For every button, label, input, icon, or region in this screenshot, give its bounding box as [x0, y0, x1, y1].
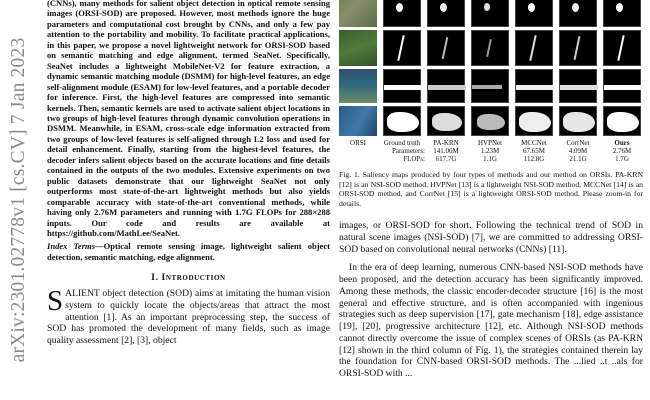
pa-krn-map	[427, 106, 465, 136]
right-body-text	[339, 220, 643, 380]
column-label-ground-truth: Ground truth	[383, 139, 421, 147]
column-label-hvpnet: HVPNet	[477, 139, 503, 147]
parameters-pa-krn: 141.06M	[433, 147, 459, 155]
column-label-ours: Ours	[614, 139, 630, 147]
hvpnet-map	[471, 69, 509, 103]
hvpnet-map	[471, 0, 509, 27]
dropcap-letter: S	[47, 285, 64, 318]
ours-map	[603, 0, 641, 27]
figure-1	[339, 0, 643, 214]
pa-krn-map	[427, 69, 465, 103]
orsi-image	[339, 69, 377, 103]
body-paragraph: images, or ORSI-SOD for short. Following the technical trend of SOD in natural scene images (NSI-SOD) [7], we are committed to addressing ORSI-SOD based on convolutional neural networks (CNNs) [11].	[339, 220, 643, 255]
abstract-text: (CNNs), many methods for salient object detection in optical remote sensing images (ORSI-SOD) are proposed. However, most methods ignore the huge parameters and computational cost brought by CNNs, and only a few pay attention to the portability and mobility. To facilitate practical applications, in this paper, we propose a novel lightweight network for ORSI-SOD based on semantic matching and edge alignment, termed SeaNet. Specifically, SeaNet includes a lightweight MobileNet-V2 for feature extraction, a dynamic semantic matching module (DSMM) for high-level features, an edge self-alignment module (ESAM) for low-level features, and a portable decoder for inference. First, the high-level features are compressed into semantic kernels. Then, semantic kernels are used to activate salient object locations in two groups of high-level features through dynamic convolution operations in DSMM. Meanwhile, in ESAM, cross-scale edge information extracted from two groups of low-level features is self-aligned through L2 loss and used for detail enhancement. Finally, starting from the highest-level features, the decoder infers salient objects based on the accurate locations and fine details contained in the outputs of the two modules. Extensive experiments on two public datasets demonstrate that our lightweight SeaNet not only outperforms most state-of-the-art lightweight methods but also yields comparable accuracy with state-of-the-art conventional methods, while having only 2.76M parameters and running with 1.7G FLOPs for 288×288 inputs. Our code and results are available at https://github.com/MathLee/SeaNet.	[47, 0, 330, 238]
corrnet-map	[559, 0, 597, 27]
flops-ours: 1.7G	[615, 155, 629, 163]
parameters-mccnet: 67.65M	[523, 147, 545, 155]
flops-corrnet: 21.1G	[569, 155, 587, 163]
ground-truth-map	[383, 69, 421, 103]
ground-truth-map	[383, 0, 421, 27]
index-terms	[47, 241, 330, 262]
pa-krn-map	[427, 0, 465, 27]
ground-truth-map	[383, 30, 421, 66]
corrnet-map	[559, 30, 597, 66]
column-label-corrnet: CorrNet	[566, 139, 590, 147]
mccnet-map	[515, 106, 553, 136]
index-terms-label: Index Terms	[47, 241, 96, 252]
row-label-parameters: Parameters:	[391, 147, 425, 155]
hvpnet-map	[471, 106, 509, 136]
orsi-image	[339, 106, 377, 136]
introduction-text: ALIENT object detection (SOD) aims at imitating the human vision system to quickly locate the objects/areas that attract the most attention [1]. As an important preprocessing step, the success of SOD has promoted the development of many fields, such as image quality assessment [2], [3], object	[47, 288, 330, 347]
pa-krn-map	[427, 30, 465, 66]
flops-pa-krn: 617.7G	[435, 155, 457, 163]
right-column	[339, 0, 643, 400]
parameters-hvpnet: 1.23M	[480, 147, 500, 155]
introduction-paragraph	[47, 285, 330, 347]
flops-mccnet: 112.8G	[523, 155, 545, 163]
parameters-ours: 2.76M	[612, 147, 632, 155]
saliency-map-grid	[339, 0, 643, 136]
mccnet-map	[515, 0, 553, 27]
hvpnet-map	[471, 30, 509, 66]
orsi-image	[339, 0, 377, 27]
ours-map	[603, 30, 641, 66]
left-column	[47, 0, 330, 400]
column-label-mccnet: MCCNet	[521, 139, 547, 147]
flops-hvpnet: 1.1G	[483, 155, 497, 163]
corrnet-map	[559, 106, 597, 136]
ground-truth-map	[383, 106, 421, 136]
mccnet-map	[515, 69, 553, 103]
orsi-image	[339, 30, 377, 66]
index-terms-text: —Optical remote sensing image, lightweight salient object detection, semantic matching, edge alignment.	[47, 241, 330, 262]
parameters-corrnet: 4.09M	[568, 147, 588, 155]
figure-caption: Fig. 1. Saliency maps produced by four types of methods and our method on ORSIs. PA-KRN [12] is an NSI-SOD method, HVPNet [13] is a lightweight NSI-SOD method, MCCNet [14] is an ORSI-SOD method, and CorrNet [15] is a lightweight ORSI-SOD method. Please zoom-in for details.	[339, 170, 643, 208]
column-label-orsi: ORSI	[350, 139, 366, 147]
corrnet-map	[559, 69, 597, 103]
column-label-pa-krn: PA-KRN	[433, 139, 459, 147]
row-label-flops: FLOPs:	[403, 155, 425, 163]
ours-map	[603, 69, 641, 103]
section-heading-introduction: I. Introduction	[151, 273, 226, 284]
body-paragraph: In the era of deep learning, numerous CNN-based NSI-SOD methods have been proposed, and the detection accuracy has been significantly improved. Among these methods, the classic encoder-decoder structure [16] is the most general and effective structure, and is often accompanied with ingenious strategies such as deep supervision [17], gate mechanism [18], edge assistance [19], [20], progressive architecture [12], etc. Although NSI-SOD methods cannot directly overcome the issue of complex scenes of ORSIs (as PA-KRN [12] shown in the third column of Fig. 1), the strategies contained therein lay the foundation for CNN-based ORSI-SOD methods. The ...lied ..t ..als for ORSI-SOD with ...	[339, 262, 643, 379]
arxiv-identifier-stamp	[2, 0, 36, 400]
mccnet-map	[515, 30, 553, 66]
arxiv-id-text: arXiv:2301.02778v1 [cs.CV] 7 Jan 2023	[8, 37, 29, 363]
ours-map	[603, 106, 641, 136]
